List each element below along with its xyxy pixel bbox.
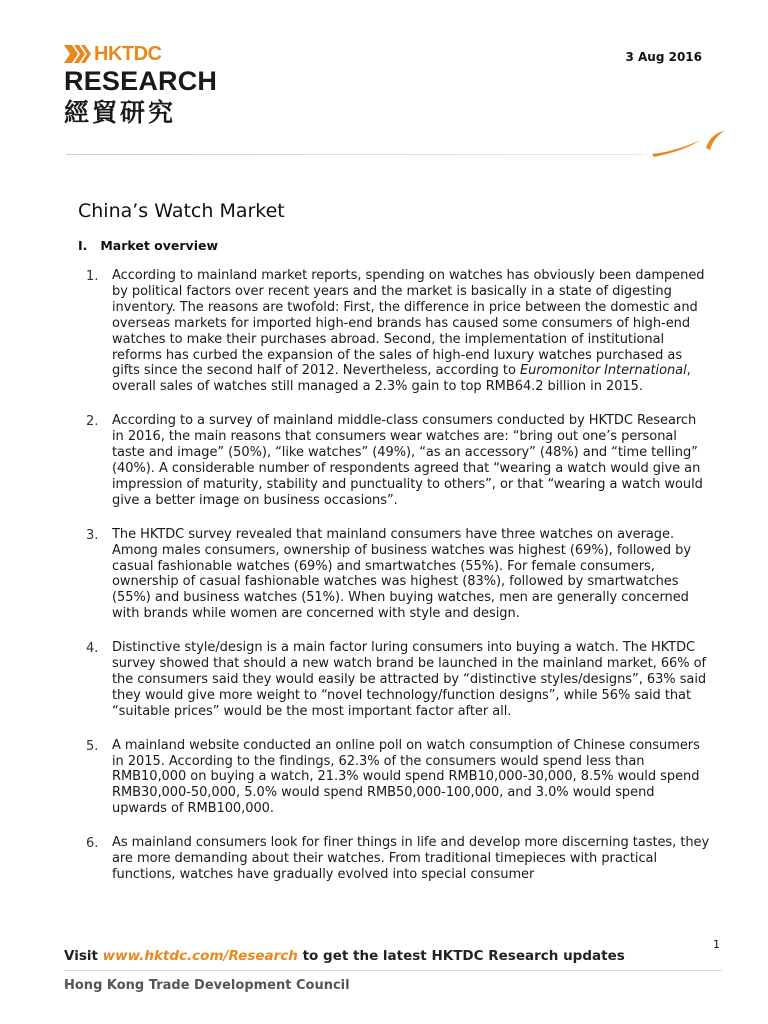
header-divider — [66, 154, 646, 155]
item-number: 6. — [86, 836, 99, 852]
section-title: Market overview — [100, 238, 219, 253]
item-paragraph: Distinctive style/design is a main factor luring consumers into buying a watch. The HKTDC survey showed that should a new watch brand be launched in the mainland market, 66% of the consumers said they would easily be attracted by “distinctive styles/designs”, 63% said they would give more weight to “novel technology/function designs”, while 56% said that “suitable prices” would be the most important factor after all. — [112, 640, 707, 719]
item-number: 5. — [86, 738, 99, 754]
logo-brand: HKTDC — [94, 42, 162, 65]
publication-date: 3 Aug 2016 — [625, 50, 702, 64]
item-paragraph: According to mainland market reports, spending on watches has obviously been dampened by political factors over recent years and the market is basically in a state of digesting inventory. The reasons are twofold: First, the difference in price between the domestic and overseas markets for imported high-end brands has caused some consumers of high-end watches to make their purchases abroad. Second, the implementation of institutional reforms has curbed the expansion of the sales of high-end luxury watches purchased as gifts since the second half of 2012. Nevertheless, according to Euromonitor International, overall sales of watches still managed a 2.3% gain to top RMB64.2 billion in 2015. — [112, 268, 705, 395]
page-number: 1 — [713, 938, 720, 951]
list-item — [86, 738, 710, 818]
logo-title: RESEARCH — [64, 66, 218, 96]
source-name: Euromonitor International — [519, 363, 687, 379]
logo-brand-row — [64, 44, 217, 64]
item-paragraph: A mainland website conducted an online poll on watch consumption of Chinese consumers in 2015. According to the findings, 62.3% of the consumers would spend less than RMB10,000 on buying a watch, 21.3% would spend RMB10,000-30,000, 8.5% would spend RMB30,000-50,000, 5.0% would spend RMB50,000-100,000, and 3.0% would spend upwards of RMB100,000. — [112, 737, 700, 817]
list-item — [86, 640, 710, 720]
item-number: 2. — [86, 414, 99, 430]
item-paragraph: As mainland consumers look for finer things in life and develop more discerning tastes, they are more demanding about their watches. From traditional timepieces with practical functions, watches have gradually evolved into special consumer — [112, 835, 710, 882]
document-title: China’s Watch Market — [78, 200, 285, 222]
item-number: 1. — [86, 269, 99, 284]
hktdc-research-logo — [64, 44, 217, 128]
footer-visit-line: Visit www.hktdc.com/Research to get the latest HKTDC Research updates — [64, 948, 625, 964]
orange-swoosh-icon — [648, 124, 728, 160]
organization-name: Hong Kong Trade Development Council — [64, 978, 350, 993]
item-paragraph: According to a survey of mainland middle-class consumers conducted by HKTDC Research in 2016, the main reasons that consumers wear watches are: “bring out one’s personal taste and image” (50%), “like watches” (49%), “as an accessory” (48%) and “time telling” (40%). A considerable number of respondents agreed that “wearing a watch would give an impression of maturity, stability and punctuality to others”, or that “wearing a watch would give a better image on business occasions”. — [112, 413, 703, 508]
section-heading — [78, 238, 218, 253]
market-overview-list — [86, 268, 710, 901]
section-number: I. — [78, 238, 88, 253]
item-number: 4. — [86, 641, 99, 657]
footer-divider — [64, 970, 722, 971]
list-item — [86, 835, 710, 883]
research-website-link[interactable]: www.hktdc.com/Research — [102, 948, 298, 964]
list-item — [86, 268, 710, 395]
list-item — [86, 413, 710, 508]
logo-chinese-title: 經貿研究 — [64, 98, 177, 127]
item-number: 3. — [86, 527, 99, 543]
item-paragraph: The HKTDC survey revealed that mainland consumers have three watches on average. Among males consumers, ownership of business watches was highest (69%), followed by casual fashionable watches (69%) and smartwatches (55%). For female consumers, ownership of casual fashionable watches was highest (83%), followed by smartwatches (55%) and business watches (51%). When buying watches, men are generally concerned with brands while women are concerned with style and design. — [112, 526, 691, 622]
list-item — [86, 527, 710, 622]
hktdc-stripes-icon — [64, 45, 92, 63]
